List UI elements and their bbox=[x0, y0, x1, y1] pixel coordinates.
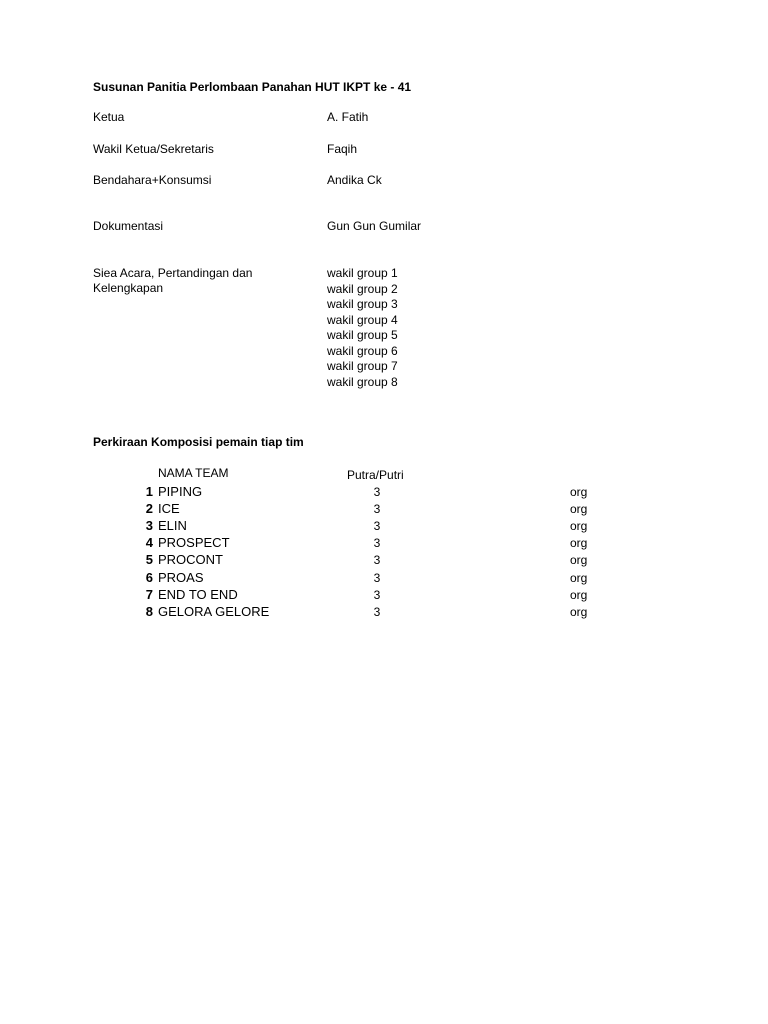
team-name: PROSPECT bbox=[158, 535, 230, 550]
team-number: 8 bbox=[145, 604, 153, 619]
siea-member-list bbox=[327, 266, 398, 390]
team-number: 4 bbox=[145, 535, 153, 550]
team-name: PROCONT bbox=[158, 552, 223, 567]
siea-member: wakil group 5 bbox=[327, 328, 398, 342]
team-count: 3 bbox=[373, 485, 381, 499]
role-label: Bendahara+Konsumsi bbox=[93, 173, 212, 187]
team-unit: org bbox=[570, 605, 588, 619]
team-column-header: NAMA TEAM bbox=[158, 466, 229, 480]
team-count: 3 bbox=[373, 553, 381, 567]
siea-member: wakil group 7 bbox=[327, 359, 398, 373]
role-label: Dokumentasi bbox=[93, 219, 164, 233]
team-name: PIPING bbox=[158, 484, 203, 499]
siea-member: wakil group 8 bbox=[327, 374, 398, 389]
role-name: Gun Gun Gumilar bbox=[327, 219, 422, 233]
role-label: Ketua bbox=[93, 110, 125, 124]
count-column-header: Putra/Putri bbox=[347, 468, 404, 482]
siea-role-line2: Kelengkapan bbox=[93, 281, 164, 295]
team-name: PROAS bbox=[158, 570, 204, 585]
team-unit: org bbox=[570, 588, 588, 602]
team-count: 3 bbox=[373, 502, 381, 516]
team-unit: org bbox=[570, 536, 588, 550]
siea-member: wakil group 6 bbox=[327, 343, 398, 358]
siea-role-line1: Siea Acara, Pertandingan dan bbox=[93, 266, 253, 280]
team-number: 6 bbox=[145, 570, 153, 585]
composition-title: Perkiraan Komposisi pemain tiap tim bbox=[93, 435, 304, 449]
team-number: 3 bbox=[145, 518, 153, 533]
team-count: 3 bbox=[373, 571, 381, 585]
role-name: Andika Ck bbox=[327, 173, 382, 187]
team-number: 7 bbox=[145, 587, 153, 602]
team-name: END TO END bbox=[158, 587, 238, 602]
team-number: 1 bbox=[145, 484, 153, 499]
team-count: 3 bbox=[373, 519, 381, 533]
team-name: ICE bbox=[158, 501, 180, 516]
role-name: A. Fatih bbox=[327, 110, 369, 124]
team-count: 3 bbox=[373, 588, 381, 602]
role-label: Wakil Ketua/Sekretaris bbox=[93, 142, 214, 156]
siea-member: wakil group 2 bbox=[327, 281, 398, 296]
team-number: 2 bbox=[145, 501, 153, 516]
team-unit: org bbox=[570, 502, 588, 516]
team-unit: org bbox=[570, 519, 588, 533]
team-unit: org bbox=[570, 553, 588, 567]
siea-member: wakil group 4 bbox=[327, 312, 398, 327]
team-count: 3 bbox=[373, 536, 381, 550]
team-unit: org bbox=[570, 571, 588, 585]
team-name: GELORA GELORE bbox=[158, 604, 270, 619]
team-count: 3 bbox=[373, 605, 381, 619]
role-name: Faqih bbox=[327, 142, 358, 156]
team-name: ELIN bbox=[158, 518, 187, 533]
team-unit: org bbox=[570, 485, 588, 499]
team-number: 5 bbox=[145, 552, 153, 567]
siea-member: wakil group 1 bbox=[327, 266, 398, 280]
siea-member: wakil group 3 bbox=[327, 297, 398, 311]
committee-title: Susunan Panitia Perlombaan Panahan HUT IKPT ke - 41 bbox=[93, 80, 412, 94]
